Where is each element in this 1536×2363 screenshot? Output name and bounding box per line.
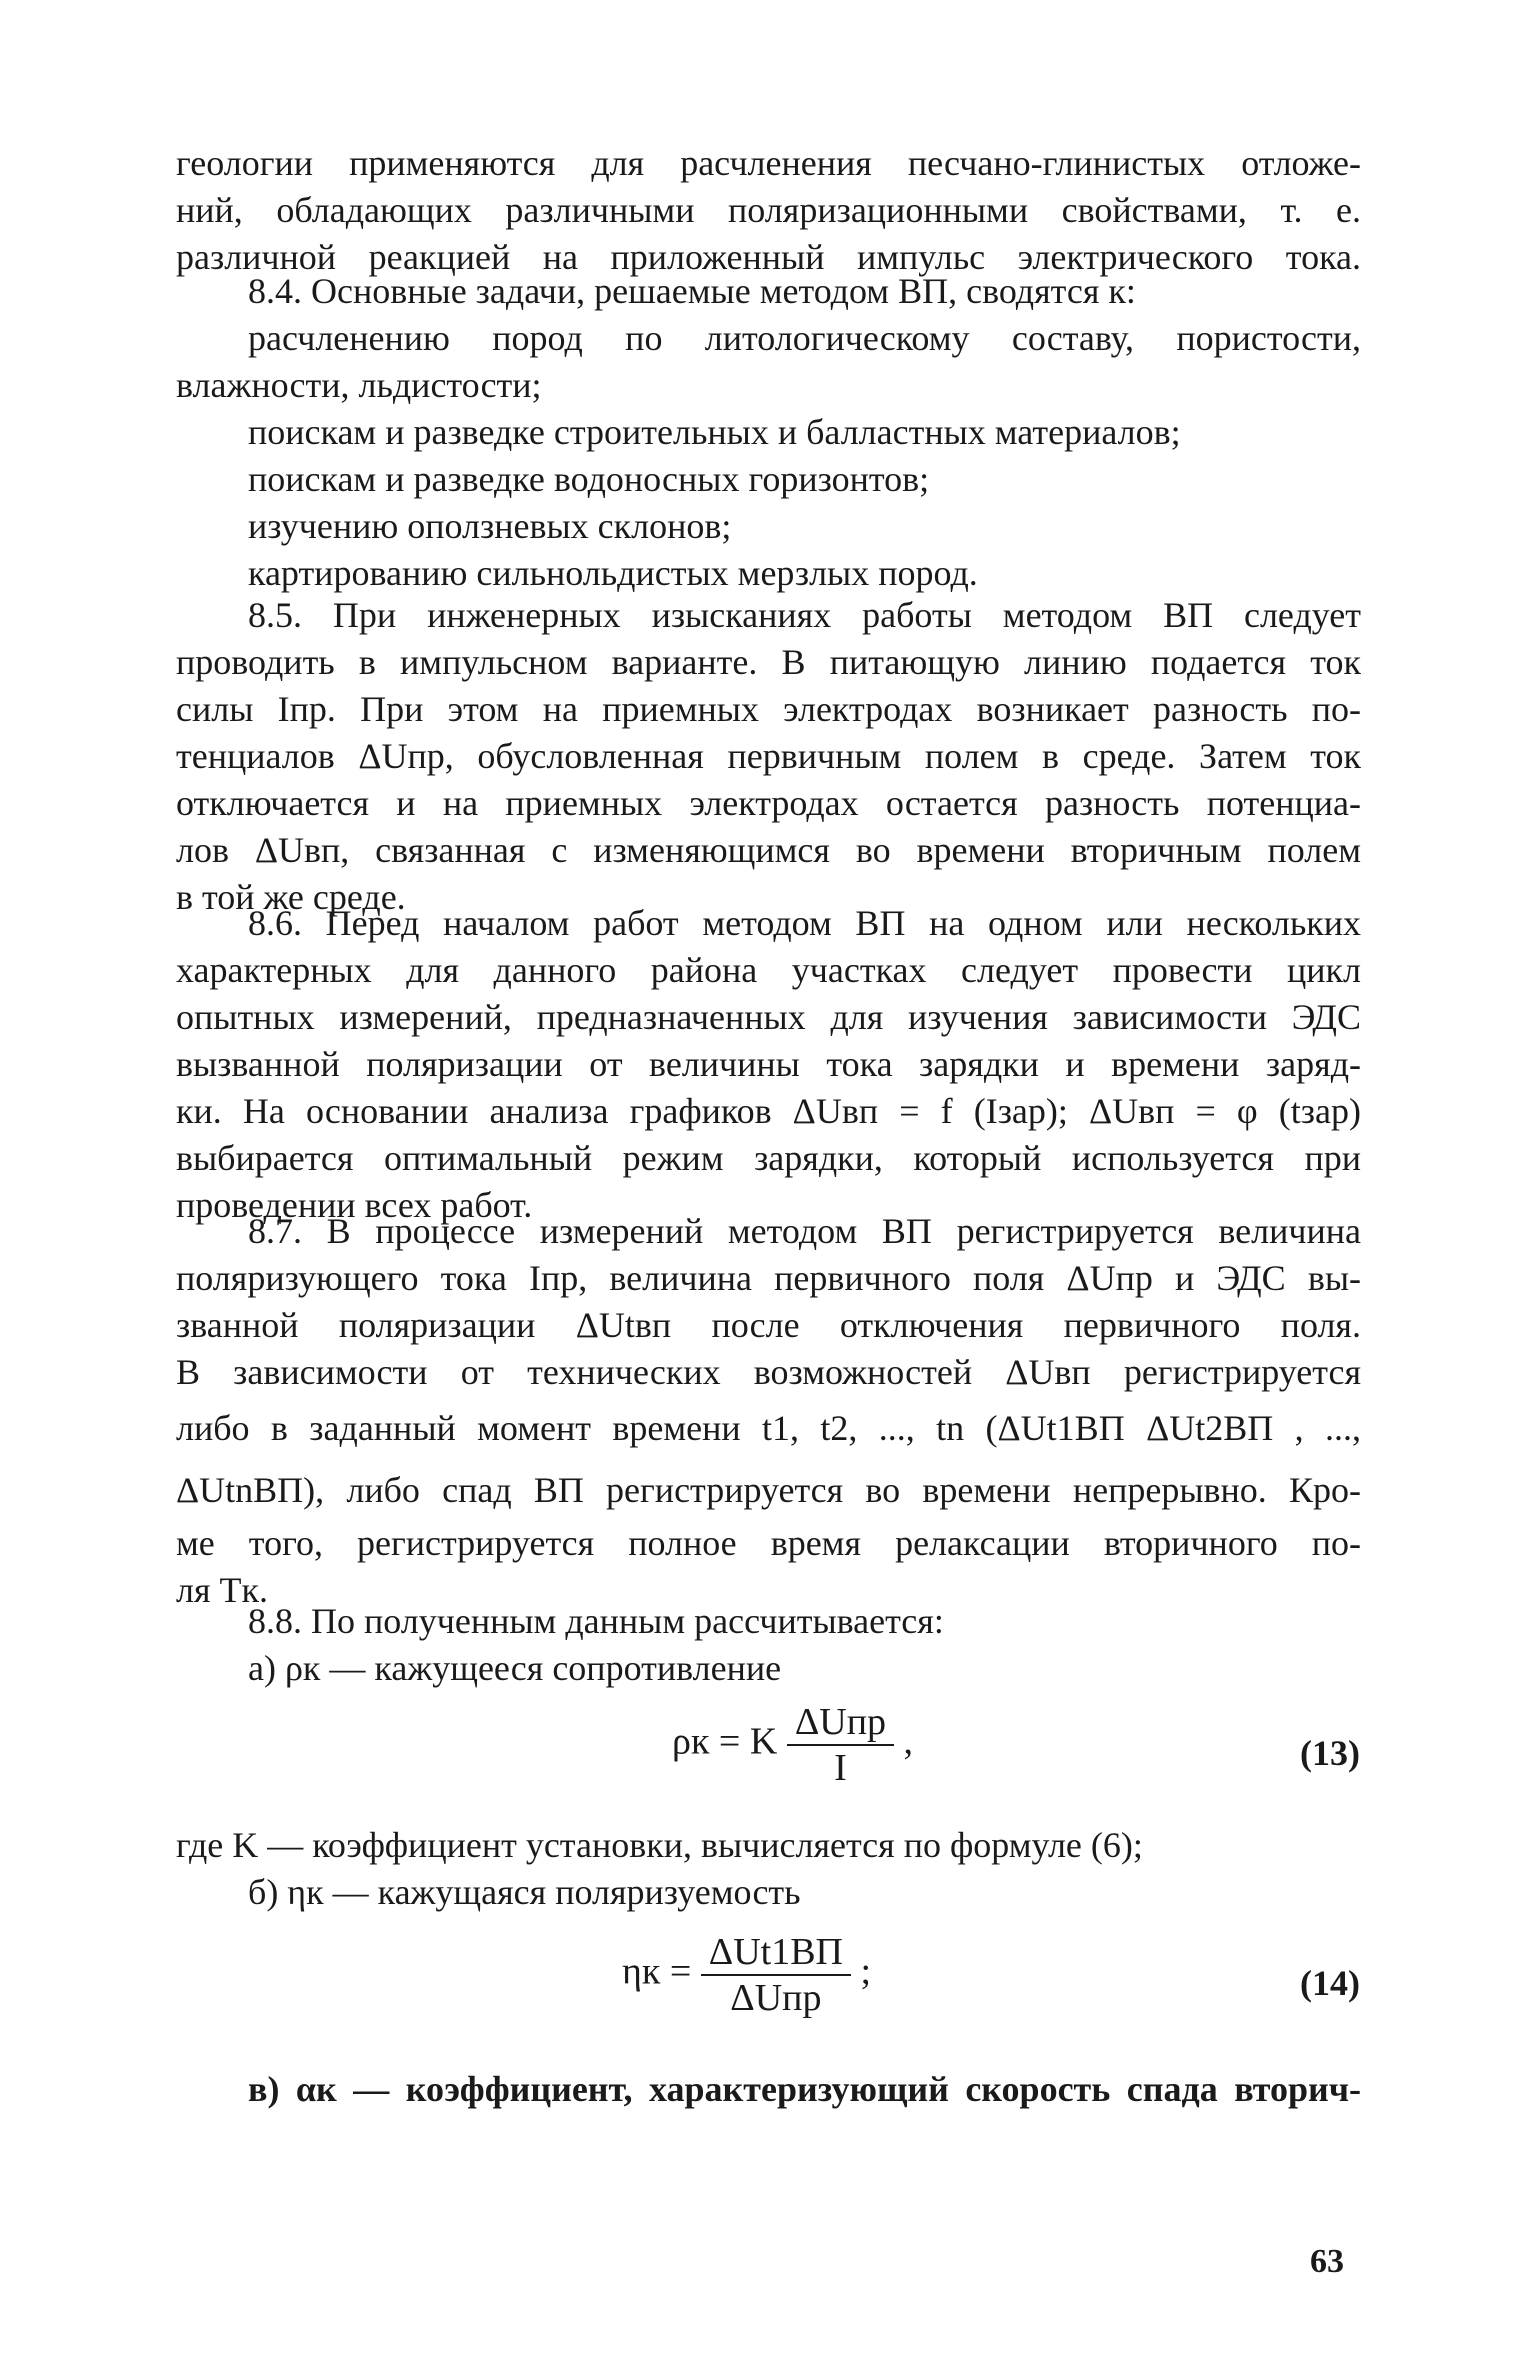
page-number: 63 xyxy=(1310,2243,1344,2280)
text-line: вызванной поляризации от величины тока зарядки и времени заряд- xyxy=(176,1044,1361,1084)
section-heading: 8.4. Основные задачи, решаемые методом ВП, сводятся к: xyxy=(248,271,1136,311)
list-item: влажности, льдистости; xyxy=(176,365,542,405)
text-line: 8.7. В процессе измерений методом ВП регистрируется величина xyxy=(248,1211,1361,1251)
text-line: ля Tк. xyxy=(176,1570,269,1610)
text-line: проводить в импульсном варианте. В питающую линию подается ток xyxy=(176,642,1361,682)
text-line: званной поляризации ΔUtвп после отключения первичного поля. xyxy=(176,1305,1361,1345)
text-line: 8.6. Перед началом работ методом ВП на одном или нескольких xyxy=(248,903,1361,943)
equation-13 xyxy=(672,1700,913,1790)
text-line: ний, обладающих различными поляризационными свойствами, т. е. xyxy=(176,190,1361,230)
text-line: В зависимости от технических возможностей ΔUвп регистрируется xyxy=(176,1352,1361,1392)
fraction xyxy=(701,1930,851,2020)
section-8-8 xyxy=(176,1598,1361,1692)
text-line: различной реакцией на приложенный импульс электрического тока. xyxy=(176,237,1361,277)
text-line: опытных измерений, предназначенных для изучения зависимости ЭДС xyxy=(176,997,1361,1037)
section-8-8-end xyxy=(176,2066,1361,2113)
fraction-denominator: I xyxy=(834,1747,847,1789)
text-line: ме того, регистрируется полное время релаксации вторичного по- xyxy=(176,1523,1361,1563)
text-line: характерных для данного района участках следует провести цикл xyxy=(176,950,1361,990)
fraction xyxy=(787,1700,894,1790)
text-line: в той же среде. xyxy=(176,877,406,917)
text-line: силы Iпр. При этом на приемных электродах возникает разность по- xyxy=(176,689,1361,729)
list-item: поискам и разведке водоносных горизонтов; xyxy=(248,459,930,499)
text-line: 8.5. При инженерных изысканиях работы методом ВП следует xyxy=(248,595,1361,635)
text-line: либо в заданный момент времени t1, t2, ..., tn (ΔUt1ВП ΔUt2ВП , ..., xyxy=(176,1408,1361,1448)
text-line: геологии применяются для расчленения песчано-глинистых отложе- xyxy=(176,143,1361,183)
list-item: расчленению пород по литологическому составу, пористости, xyxy=(248,318,1361,358)
equation-number: (14) xyxy=(1300,1963,1360,2003)
text-line: ΔUtnВП), либо спад ВП регистрируется во времени непрерывно. Кро- xyxy=(176,1470,1361,1510)
list-item: в) αк — коэффициент, характеризующий скорость спада вторич- xyxy=(248,2069,1361,2109)
text-line: ки. На основании анализа графиков ΔUвп = f (Iзар); ΔUвп = φ (tзар) xyxy=(176,1091,1361,1131)
intro-paragraph xyxy=(176,140,1361,281)
section-8-6 xyxy=(176,900,1361,1229)
text-line: тенциалов ΔUпр, обусловленная первичным полем в среде. Затем ток xyxy=(176,736,1361,776)
text-line: где K — коэффициент установки, вычисляется по формуле (6); xyxy=(176,1825,1143,1865)
fraction-numerator: ΔUt1ВП xyxy=(708,1931,843,1973)
equation-tail: , xyxy=(903,1720,914,1763)
text-line: поляризующего тока Iпр, величина первичного поля ΔUпр и ЭДС вы- xyxy=(176,1258,1361,1298)
list-item: б) ηк — кажущаяся поляризуемость xyxy=(248,1872,801,1912)
text-line: проведении всех работ. xyxy=(176,1185,533,1225)
text-line: отключается и на приемных электродах остается разность потенциа- xyxy=(176,783,1361,823)
list-item: картированию сильнольдистых мерзлых пород. xyxy=(248,553,978,593)
list-item: изучению оползневых склонов; xyxy=(248,506,732,546)
section-heading: 8.8. По полученным данным рассчитывается: xyxy=(248,1601,944,1641)
fraction-denominator: ΔUпр xyxy=(730,1977,822,2019)
equation-number: (13) xyxy=(1300,1733,1360,1773)
equation-lhs: ρк = K xyxy=(672,1720,778,1763)
section-8-7 xyxy=(176,1208,1361,1614)
equation-14 xyxy=(622,1930,871,2020)
equation-tail: ; xyxy=(860,1950,872,1993)
text-line: выбирается оптимальный режим зарядки, который используется при xyxy=(176,1138,1361,1178)
text-line: лов ΔUвп, связанная с изменяющимся во времени вторичным полем xyxy=(176,830,1361,870)
section-8-5 xyxy=(176,592,1361,921)
list-item: поискам и разведке строительных и балластных материалов; xyxy=(248,412,1181,452)
equation-lhs: ηк = xyxy=(622,1950,692,1993)
section-8-4 xyxy=(176,268,1361,597)
section-8-8-cont xyxy=(176,1822,1361,1916)
fraction-numerator: ΔUпр xyxy=(794,1701,887,1743)
list-item: а) ρк — кажущееся сопротивление xyxy=(248,1648,782,1688)
